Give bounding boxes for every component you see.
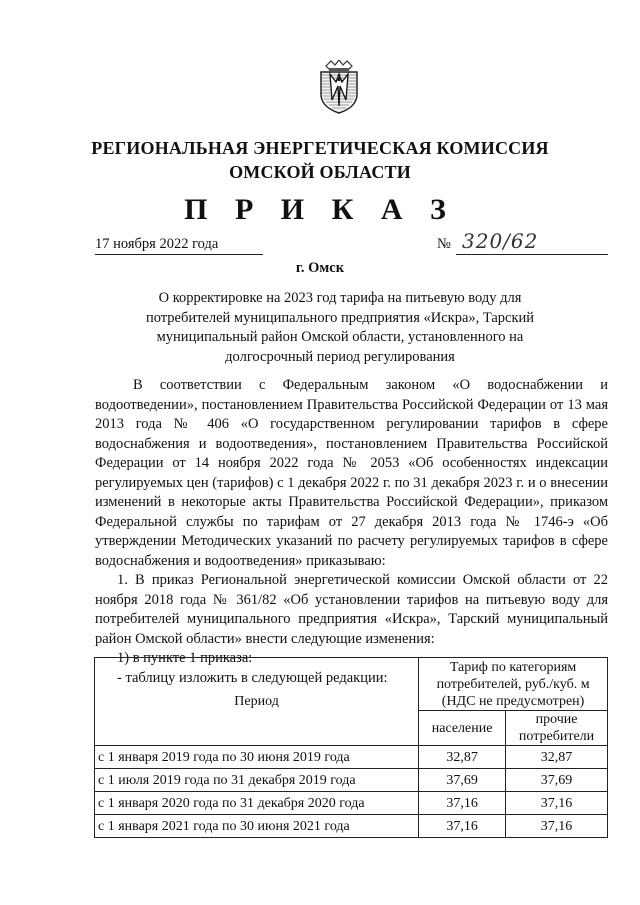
subitem-2-paragraph: - таблицу изложить в следующей редакции: xyxy=(117,669,388,686)
row-population-tariff: 37,16 xyxy=(419,792,506,815)
item-1-paragraph: 1. В приказ Региональной энергетической комиссии Омской области от 22 ноября 2018 года № 361/82 «Об установлении тарифов на питьевую воду для потребителей муниципального предприятия «Искра», Тарский муниципальный район Омской области» внести следующие изменения: xyxy=(95,572,608,647)
row-period: с 1 января 2020 года по 31 декабря 2020 года xyxy=(95,792,419,815)
number-label: № xyxy=(437,236,451,252)
document-type-title: П Р И К А З xyxy=(184,193,456,226)
table-row xyxy=(95,746,608,769)
table-row xyxy=(95,792,608,815)
header-period: Период xyxy=(95,658,419,746)
row-other-tariff: 37,16 xyxy=(506,792,608,815)
table-row xyxy=(95,815,608,838)
row-other-tariff: 32,87 xyxy=(506,746,608,769)
organization-name-line1: РЕГИОНАЛЬНАЯ ЭНЕРГЕТИЧЕСКАЯ КОМИССИЯ xyxy=(91,138,549,158)
organization-name-line2: ОМСКОЙ ОБЛАСТИ xyxy=(229,162,411,182)
omsk-coat-of-arms-emblem xyxy=(318,60,360,114)
document-date: 17 ноября 2022 года xyxy=(95,236,263,255)
row-other-tariff: 37,16 xyxy=(506,815,608,838)
row-population-tariff: 37,16 xyxy=(419,815,506,838)
city-name: г. Омск xyxy=(295,260,345,276)
row-population-tariff: 32,87 xyxy=(419,746,506,769)
row-other-tariff: 37,69 xyxy=(506,769,608,792)
header-tariff-group: Тариф по категориям потребителей, руб./куб. м (НДС не предусмотрен) xyxy=(419,658,608,711)
row-population-tariff: 37,69 xyxy=(419,769,506,792)
row-period: с 1 января 2019 года по 30 июня 2019 года xyxy=(95,746,419,769)
tariff-table xyxy=(94,657,608,838)
subitem-1-paragraph: 1) в пункте 1 приказа: xyxy=(117,650,253,666)
order-body xyxy=(95,376,608,688)
number-underline xyxy=(456,254,608,255)
header-other-consumers: прочие потребители xyxy=(506,711,608,746)
document-number: 320/62 xyxy=(462,229,539,253)
preamble-paragraph: В соответствии с Федеральным законом «О водоснабжении и водоотведении», постановлением Правительства Российской Федерации от 13 мая 2013 года № 406 «О государственном регулировании тарифов в сфере водоснабжения и водоотведения», постановлением Правительства Российской Федерации от 14 ноября 2022 года № 2053 «Об особенностях индексации регулируемых цен (тарифов) с 1 декабря 2022 г. по 31 декабря 2023 г. и о внесении изменений в некоторые акты Правительства Российской Федерации», приказом Федеральной службы по тарифам от 27 декабря 2013 года № 1746-э «Об утверждении Методических указаний по расчету регулируемых тарифов в сфере водоснабжения и водоотведения» приказываю: xyxy=(95,377,608,569)
header-population: население xyxy=(419,711,506,746)
row-period: с 1 июля 2019 года по 31 декабря 2019 года xyxy=(95,769,419,792)
table-row xyxy=(95,769,608,792)
order-subject: О корректировке на 2023 год тарифа на питьевую воду для потребителей муниципального предприятия «Искра», Тарский муниципальный район Омской области, установленного на долгосрочный период регулирования xyxy=(145,290,535,365)
row-period: с 1 января 2021 года по 30 июня 2021 года xyxy=(95,815,419,838)
